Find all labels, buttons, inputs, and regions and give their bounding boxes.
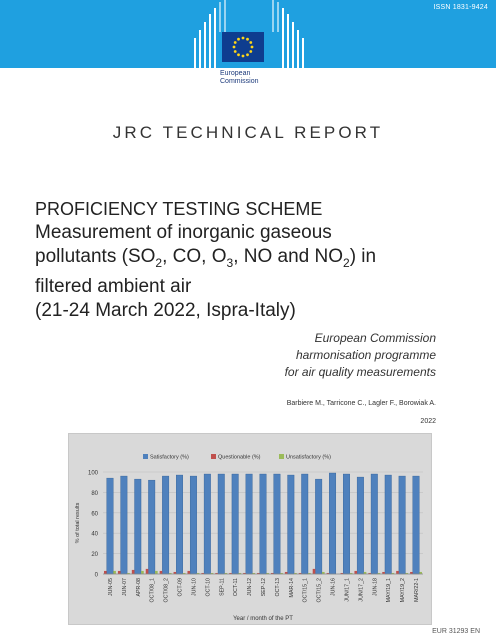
bar-satisfactory [162,476,169,574]
x-tick-label: MAY/19_2 [400,578,407,603]
bar-satisfactory [232,474,239,574]
bar-satisfactory [315,479,322,574]
bar-satisfactory [148,480,155,574]
x-tick-label: OCT-11 [233,578,240,597]
bar-questionable [354,571,357,574]
bar-satisfactory [246,474,253,574]
x-tick-label: OCT-09 [177,578,184,597]
bar-unsatisfactory [113,571,116,574]
bar-satisfactory [371,474,378,574]
x-tick-label: OCT-10 [205,578,212,597]
x-tick-label: JUN/17_1 [344,578,351,602]
x-tick-label: APR-08 [135,578,142,597]
eu-star [234,50,237,53]
bar-questionable [187,571,190,574]
bar-satisfactory [107,478,114,574]
eu-star [249,50,252,53]
x-tick-label: MAR/22-1 [414,578,421,602]
eu-star [237,38,240,41]
publication-year: 2022 [420,418,436,425]
x-tick-label: JUN-12 [247,578,254,596]
x-tick-label: JUN-16 [330,578,337,596]
bar-questionable [396,571,399,574]
title-line-pollutants: pollutants ($SO_2$, CO, $O_3$, NO and $NO_2$) in [35,246,377,270]
bar-satisfactory [413,476,420,574]
x-tick-label: SEP-11 [219,578,226,596]
x-tick-label: JUN-05 [107,578,114,596]
bar-satisfactory [399,476,406,574]
y-axis-label: % of total results [75,502,81,544]
results-chart [68,433,432,625]
x-tick-label: OCT/15_1 [302,578,309,603]
bar-questionable [132,570,135,574]
x-axis-label: Year / month of the PT [233,616,293,622]
eu-star [233,46,236,49]
bar-questionable [146,569,149,574]
x-tick-label: JUN-07 [121,578,128,596]
chart-svg [69,434,431,624]
legend-swatch [211,454,216,459]
bar-unsatisfactory [155,571,158,574]
bar-satisfactory [385,475,392,574]
report-type: JRC TECHNICAL REPORT [112,123,384,142]
eu-star [242,37,245,40]
x-tick-label: JUN-18 [372,578,379,596]
bar-questionable [313,569,316,574]
eu-flag-icon [222,32,264,62]
x-tick-label: JUN-10 [191,578,198,596]
bar-satisfactory [301,474,308,574]
eu-star [251,46,254,49]
x-tick-label: OCT/08_2 [163,578,170,603]
x-tick-label: OCT-13 [274,578,281,597]
bar-satisfactory [274,474,281,574]
report-title: PROFICIENCY TESTING SCHEME Measurement of inorganic gaseous pollutants ($SO_2$, CO, $O_3$, NO and $NO_2$) in filtered ambient air (21-24 March 2022, Ispra-Italy) [35,197,475,323]
bar-satisfactory [343,474,350,574]
issn-number: ISSN 1831-9424 [433,4,488,11]
y-tick-label: 80 [91,490,98,497]
bar-questionable [118,571,121,574]
authors: Barbiere M., Tarricone C., Lagler F., Borowiak A. [286,400,436,407]
legend-label: Unsatisfactory (%) [286,454,331,461]
x-tick-label: OCT/08_1 [149,578,156,603]
eu-star [234,41,237,44]
y-tick-label: 100 [87,470,98,477]
x-tick-label: SEP-12 [261,578,267,597]
legend-label: Satisfactory (%) [150,454,189,461]
bar-satisfactory [190,476,197,574]
bar-satisfactory [357,477,364,574]
bar-satisfactory [218,474,225,574]
legend-swatch [143,454,148,459]
bar-satisfactory [329,473,336,574]
eu-star [246,53,249,56]
bar-satisfactory [288,475,295,574]
european-commission-logo [188,0,310,100]
eur-number: EUR 31293 EN [432,628,480,635]
x-tick-label: MAR-14 [288,578,295,598]
eu-star [242,55,245,58]
y-tick-label: 20 [91,552,98,559]
bar-satisfactory [135,479,142,574]
bar-satisfactory [204,474,211,574]
bar-satisfactory [260,474,267,574]
x-tick-label: JUN/17_2 [358,578,365,602]
x-tick-label: OCT/15_2 [316,578,323,603]
x-tick-label: MAY/19_1 [386,578,393,603]
y-tick-label: 60 [91,511,98,518]
y-tick-label: 0 [94,572,98,579]
eu-star [237,53,240,56]
eu-star [246,38,249,41]
bar-questionable [104,571,107,574]
y-tick-label: 40 [91,531,98,538]
bar-satisfactory [121,476,128,574]
bar-questionable [160,571,163,574]
legend-label: Questionable (%) [218,454,261,461]
bar-satisfactory [176,475,183,574]
report-subtitle: European Commission harmonisation programme for air quality measurements [284,331,436,379]
eu-star [249,41,252,44]
logo-text: European Commission [220,70,259,85]
bar-unsatisfactory [141,571,144,574]
legend-swatch [279,454,284,459]
